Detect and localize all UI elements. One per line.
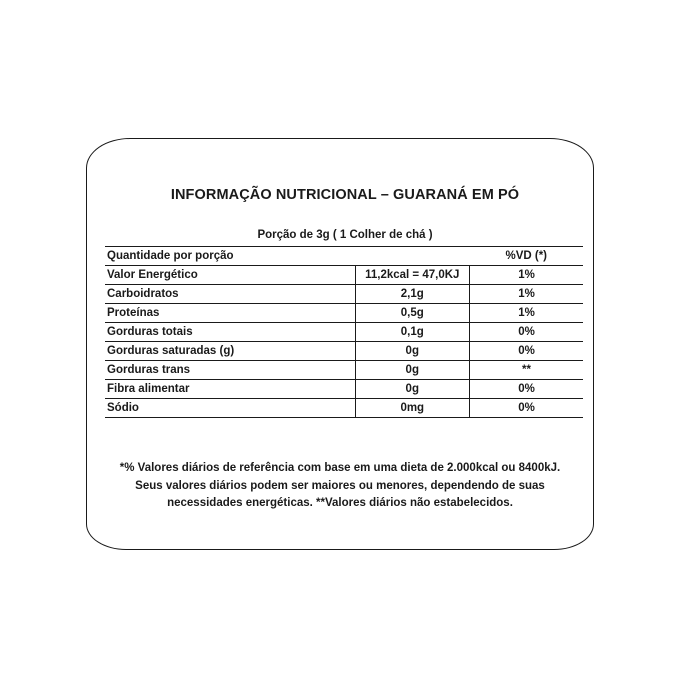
table-row	[105, 304, 583, 323]
table-row	[105, 266, 583, 285]
quantity-header: Quantidade por porção	[105, 247, 470, 266]
nutrient-vd: 1%	[470, 304, 584, 323]
table-row	[105, 323, 583, 342]
footnote-line: necessidades energéticas. **Valores diários não estabelecidos.	[167, 497, 513, 509]
nutrient-amount: 0,1g	[355, 323, 469, 342]
table-row	[105, 399, 583, 418]
nutrient-name: Gorduras trans	[105, 361, 355, 380]
nutrient-vd: 0%	[470, 380, 584, 399]
nutrient-vd: 0%	[470, 399, 584, 418]
nutrient-name: Sódio	[105, 399, 355, 418]
nutrient-vd: 1%	[470, 266, 584, 285]
nutrient-name: Valor Energético	[105, 266, 355, 285]
nutrient-amount: 0g	[355, 342, 469, 361]
footnote	[86, 460, 594, 513]
nutrient-amount: 0g	[355, 380, 469, 399]
nutrient-vd: 1%	[470, 285, 584, 304]
nutrient-amount: 0g	[355, 361, 469, 380]
table-row	[105, 361, 583, 380]
nutrient-vd: 0%	[470, 342, 584, 361]
nutrient-name: Carboidratos	[105, 285, 355, 304]
nutrition-table-body	[105, 266, 583, 418]
footnote-line: Seus valores diários podem ser maiores ou menores, dependendo de suas	[135, 479, 545, 492]
nutrient-amount: 11,2kcal = 47,0KJ	[355, 266, 469, 285]
nutrient-name: Gorduras saturadas (g)	[105, 342, 355, 361]
table-row	[105, 380, 583, 399]
nutrition-table	[105, 246, 583, 418]
nutrient-amount: 0,5g	[355, 304, 469, 323]
portion-size: Porção de 3g ( 1 Colher de chá )	[257, 229, 433, 241]
nutrient-vd: **	[470, 361, 584, 380]
nutrient-amount: 2,1g	[355, 285, 469, 304]
nutrient-name: Fibra alimentar	[105, 380, 355, 399]
nutrient-name: Proteínas	[105, 304, 355, 323]
label-title: INFORMAÇÃO NUTRICIONAL – GUARANÁ EM PÓ	[170, 187, 520, 203]
nutrient-vd: 0%	[470, 323, 584, 342]
footnote-line: *% Valores diários de referência com base em uma dieta de 2.000kcal ou 8400kJ.	[119, 462, 561, 474]
table-row	[105, 285, 583, 304]
vd-header: %VD (*)	[470, 247, 584, 266]
table-row	[105, 342, 583, 361]
table-header-row	[105, 247, 583, 266]
nutrient-name: Gorduras totais	[105, 323, 355, 342]
nutrient-amount: 0mg	[355, 399, 469, 418]
